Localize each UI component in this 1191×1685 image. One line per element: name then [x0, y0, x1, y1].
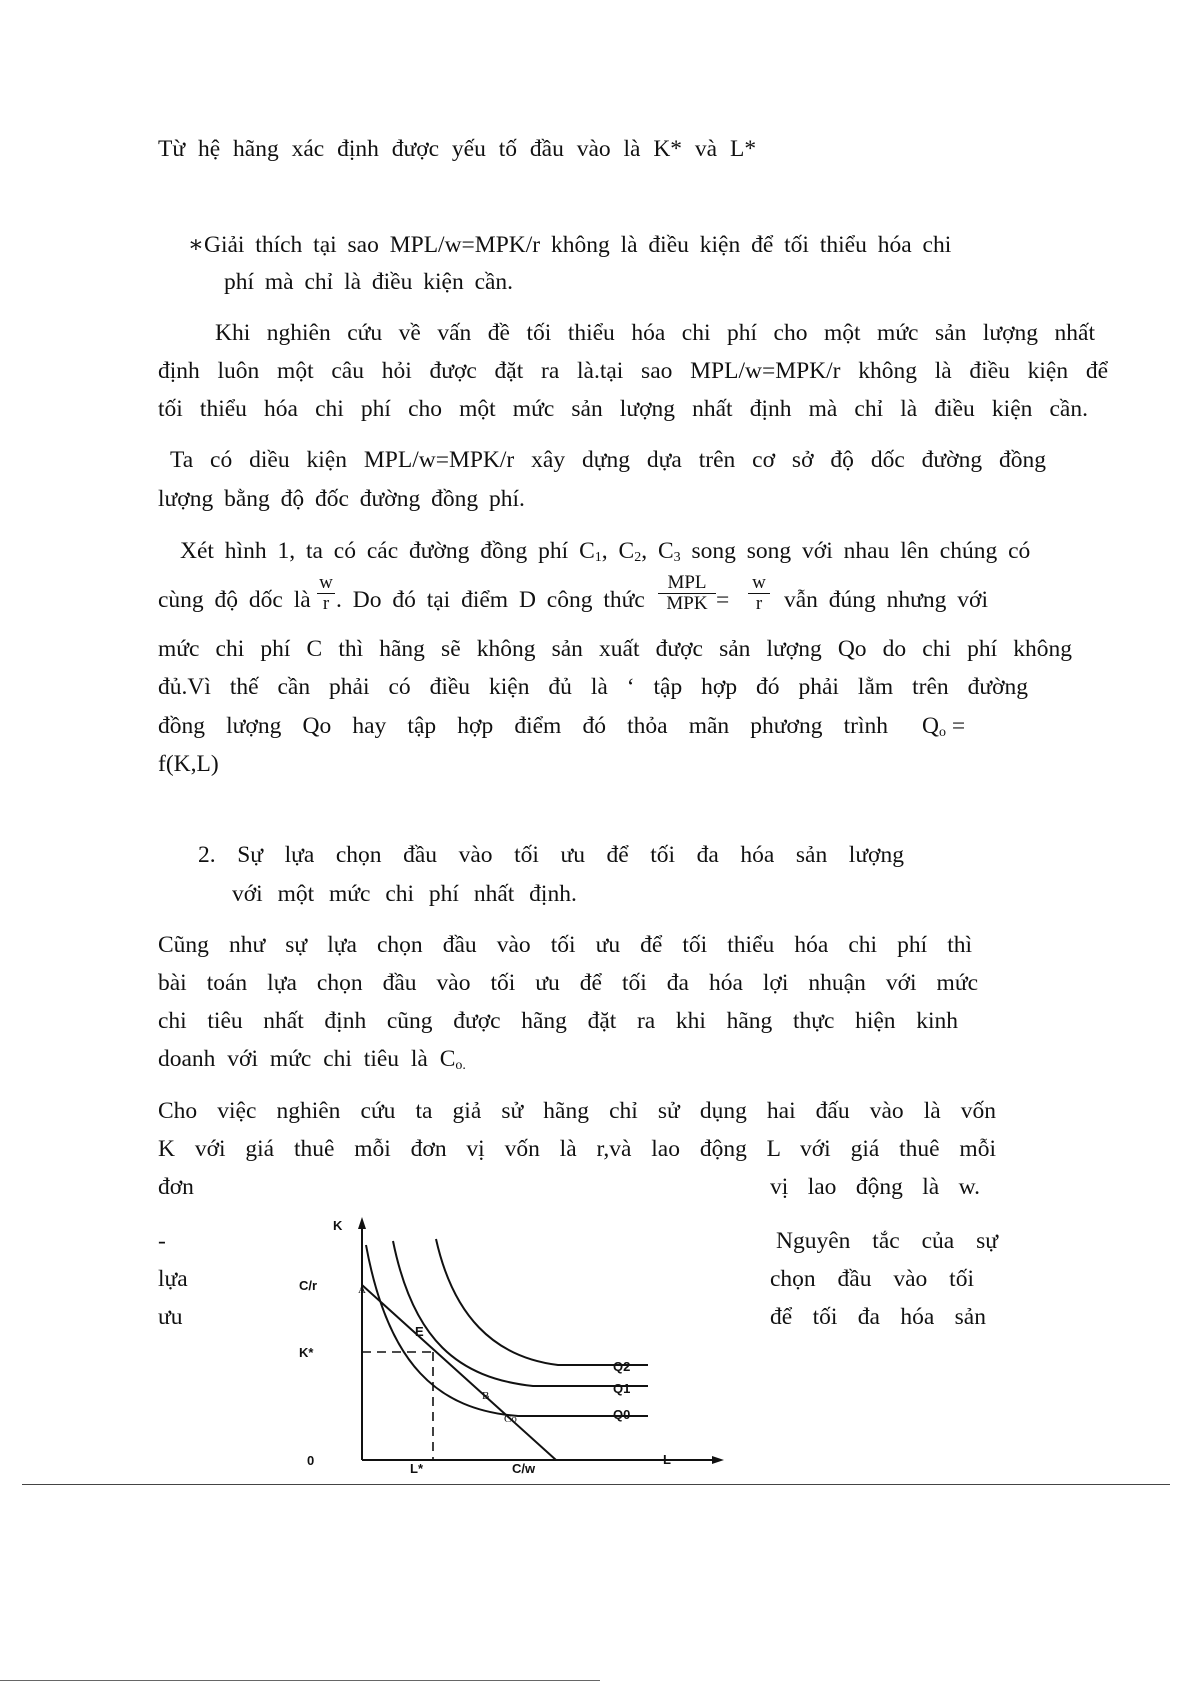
para2-line-2: lượng bằng độ đốc đường đồng phí.: [158, 486, 525, 512]
isoquant-isocost-figure: [299, 1195, 738, 1485]
equals-sign: =: [716, 587, 730, 613]
l-star-label: L*: [410, 1461, 423, 1476]
k-star-label: K*: [299, 1345, 314, 1360]
para3-line-1: Xét hình 1, ta có các đường đồng phí $C_1$, $C_2$, $C_3$ song song với nhau lên chúng có: [180, 538, 1031, 565]
c-over-w-label: C/w: [512, 1461, 536, 1476]
para3-line-4: đủ.Vì thế cần phải có điều kiện đủ là ‘ tập hợp đó phải lằm trên đường: [158, 674, 1028, 700]
para3-line-2c: vẫn đúng nhưng với: [784, 587, 988, 613]
q1-label: Q1: [613, 1381, 631, 1396]
para1-line-1: Khi nghiên cứu về vấn đề tối thiểu hóa chi phí cho một mức sản lượng nhất: [215, 320, 1095, 346]
point-a-label: A: [358, 1284, 366, 1296]
axis-l-label: L: [663, 1452, 671, 1467]
para5-line-5-right: chọn đầu vào tối: [770, 1266, 974, 1292]
para3-line-2a: cùng độ dốc là: [158, 587, 311, 613]
page-divider: [22, 1484, 1170, 1485]
para5-line-5-left: lựa: [158, 1266, 188, 1292]
footer-rule: [0, 1680, 600, 1681]
para4-line-4: doanh với mức chi tiêu là $C_{o.}$: [158, 1046, 466, 1073]
intro-line: Từ hệ hãng xác định được yếu tố đầu vào là K* và L*: [158, 136, 757, 162]
question-line-2: phí mà chỉ là điều kiện cần.: [224, 269, 514, 295]
para5-line-4-right: Nguyên tắc của sự: [776, 1228, 998, 1254]
para3-equation-q0: $Q_o$ =: [922, 713, 966, 740]
para4-line-2: bài toán lựa chọn đầu vào tối ưu để tối đa hóa lợi nhuận với mức: [158, 970, 978, 996]
point-b-label: B: [482, 1390, 490, 1402]
origin-label: 0: [307, 1453, 315, 1468]
fraction-mpl-over-mpk: MPL MPK: [658, 573, 716, 614]
para1-line-2: định luôn một câu hỏi được đặt ra là.tại sao MPL/w=MPK/r không là điều kiện để: [158, 358, 1108, 384]
fraction-w-over-r: $\frac{w}{r}$: [317, 573, 335, 614]
para3-line-5: đồng lượng Qo hay tập hợp điểm đó thỏa mãn phương trình: [158, 713, 888, 739]
isoquant-q2: [436, 1239, 648, 1365]
para5-line-3-right: vị lao động là w.: [770, 1174, 980, 1200]
isoquant-q0: [366, 1245, 648, 1416]
l-axis-arrow: [712, 1456, 724, 1464]
section2-line-1: 2. Sự lựa chọn đầu vào tối ưu để tối đa hóa sản lượng: [198, 842, 904, 868]
q0-label: Q0: [613, 1407, 631, 1422]
question-line-1: ∗Giải thích tại sao MPL/w=MPK/r không là điều kiện để tối thiểu hóa chi: [188, 232, 952, 258]
isocost-line: [362, 1285, 556, 1460]
para2-line-1: Ta có diều kiện MPL/w=MPK/r xây dựng dựa trên cơ sở độ dốc đường đồng: [170, 447, 1046, 473]
point-e-label: E: [415, 1324, 424, 1339]
para3-line-2b: . Do đó tại điểm D công thức: [336, 587, 645, 613]
para4-line-1: Cũng như sự lựa chọn đầu vào tối ưu để tối thiểu hóa chi phí thì: [158, 932, 972, 958]
para5-line-1: Cho việc nghiên cứu ta giả sử hãng chỉ sử dụng hai đấu vào là vốn: [158, 1098, 996, 1124]
q2-label: Q2: [613, 1359, 631, 1374]
c-over-r-label: C/r: [299, 1278, 318, 1293]
para5-line-2: K với giá thuê mỗi đơn vị vốn là r,và lao động L với giá thuê mỗi: [158, 1136, 996, 1162]
fraction-w-over-r-2: $\frac{w}{r}$: [748, 573, 770, 614]
para5-line-6-right: để tối đa hóa sản: [770, 1304, 986, 1330]
para5-line-3-left: đơn: [158, 1174, 194, 1200]
k-axis-arrow: [358, 1217, 366, 1229]
budget-co-label: Co: [504, 1413, 517, 1425]
para4-line-3: chi tiêu nhất định cũng được hãng đặt ra khi hãng thực hiện kinh: [158, 1008, 958, 1034]
para5-line-6-left: ưu: [158, 1304, 183, 1330]
para3-line-3: mức chi phí C thì hãng sẽ không sản xuất được sản lượng Qo do chi phí không: [158, 636, 1072, 662]
para5-line-4-left: -: [158, 1228, 166, 1254]
section2-line-2: với một mức chi phí nhất định.: [232, 881, 577, 907]
para3-line-6: f(K,L): [158, 751, 219, 777]
para1-line-3: tối thiểu hóa chi phí cho một mức sản lượng nhất định mà chỉ là điều kiện cần.: [158, 396, 1088, 422]
axis-k-label: K: [333, 1218, 343, 1233]
